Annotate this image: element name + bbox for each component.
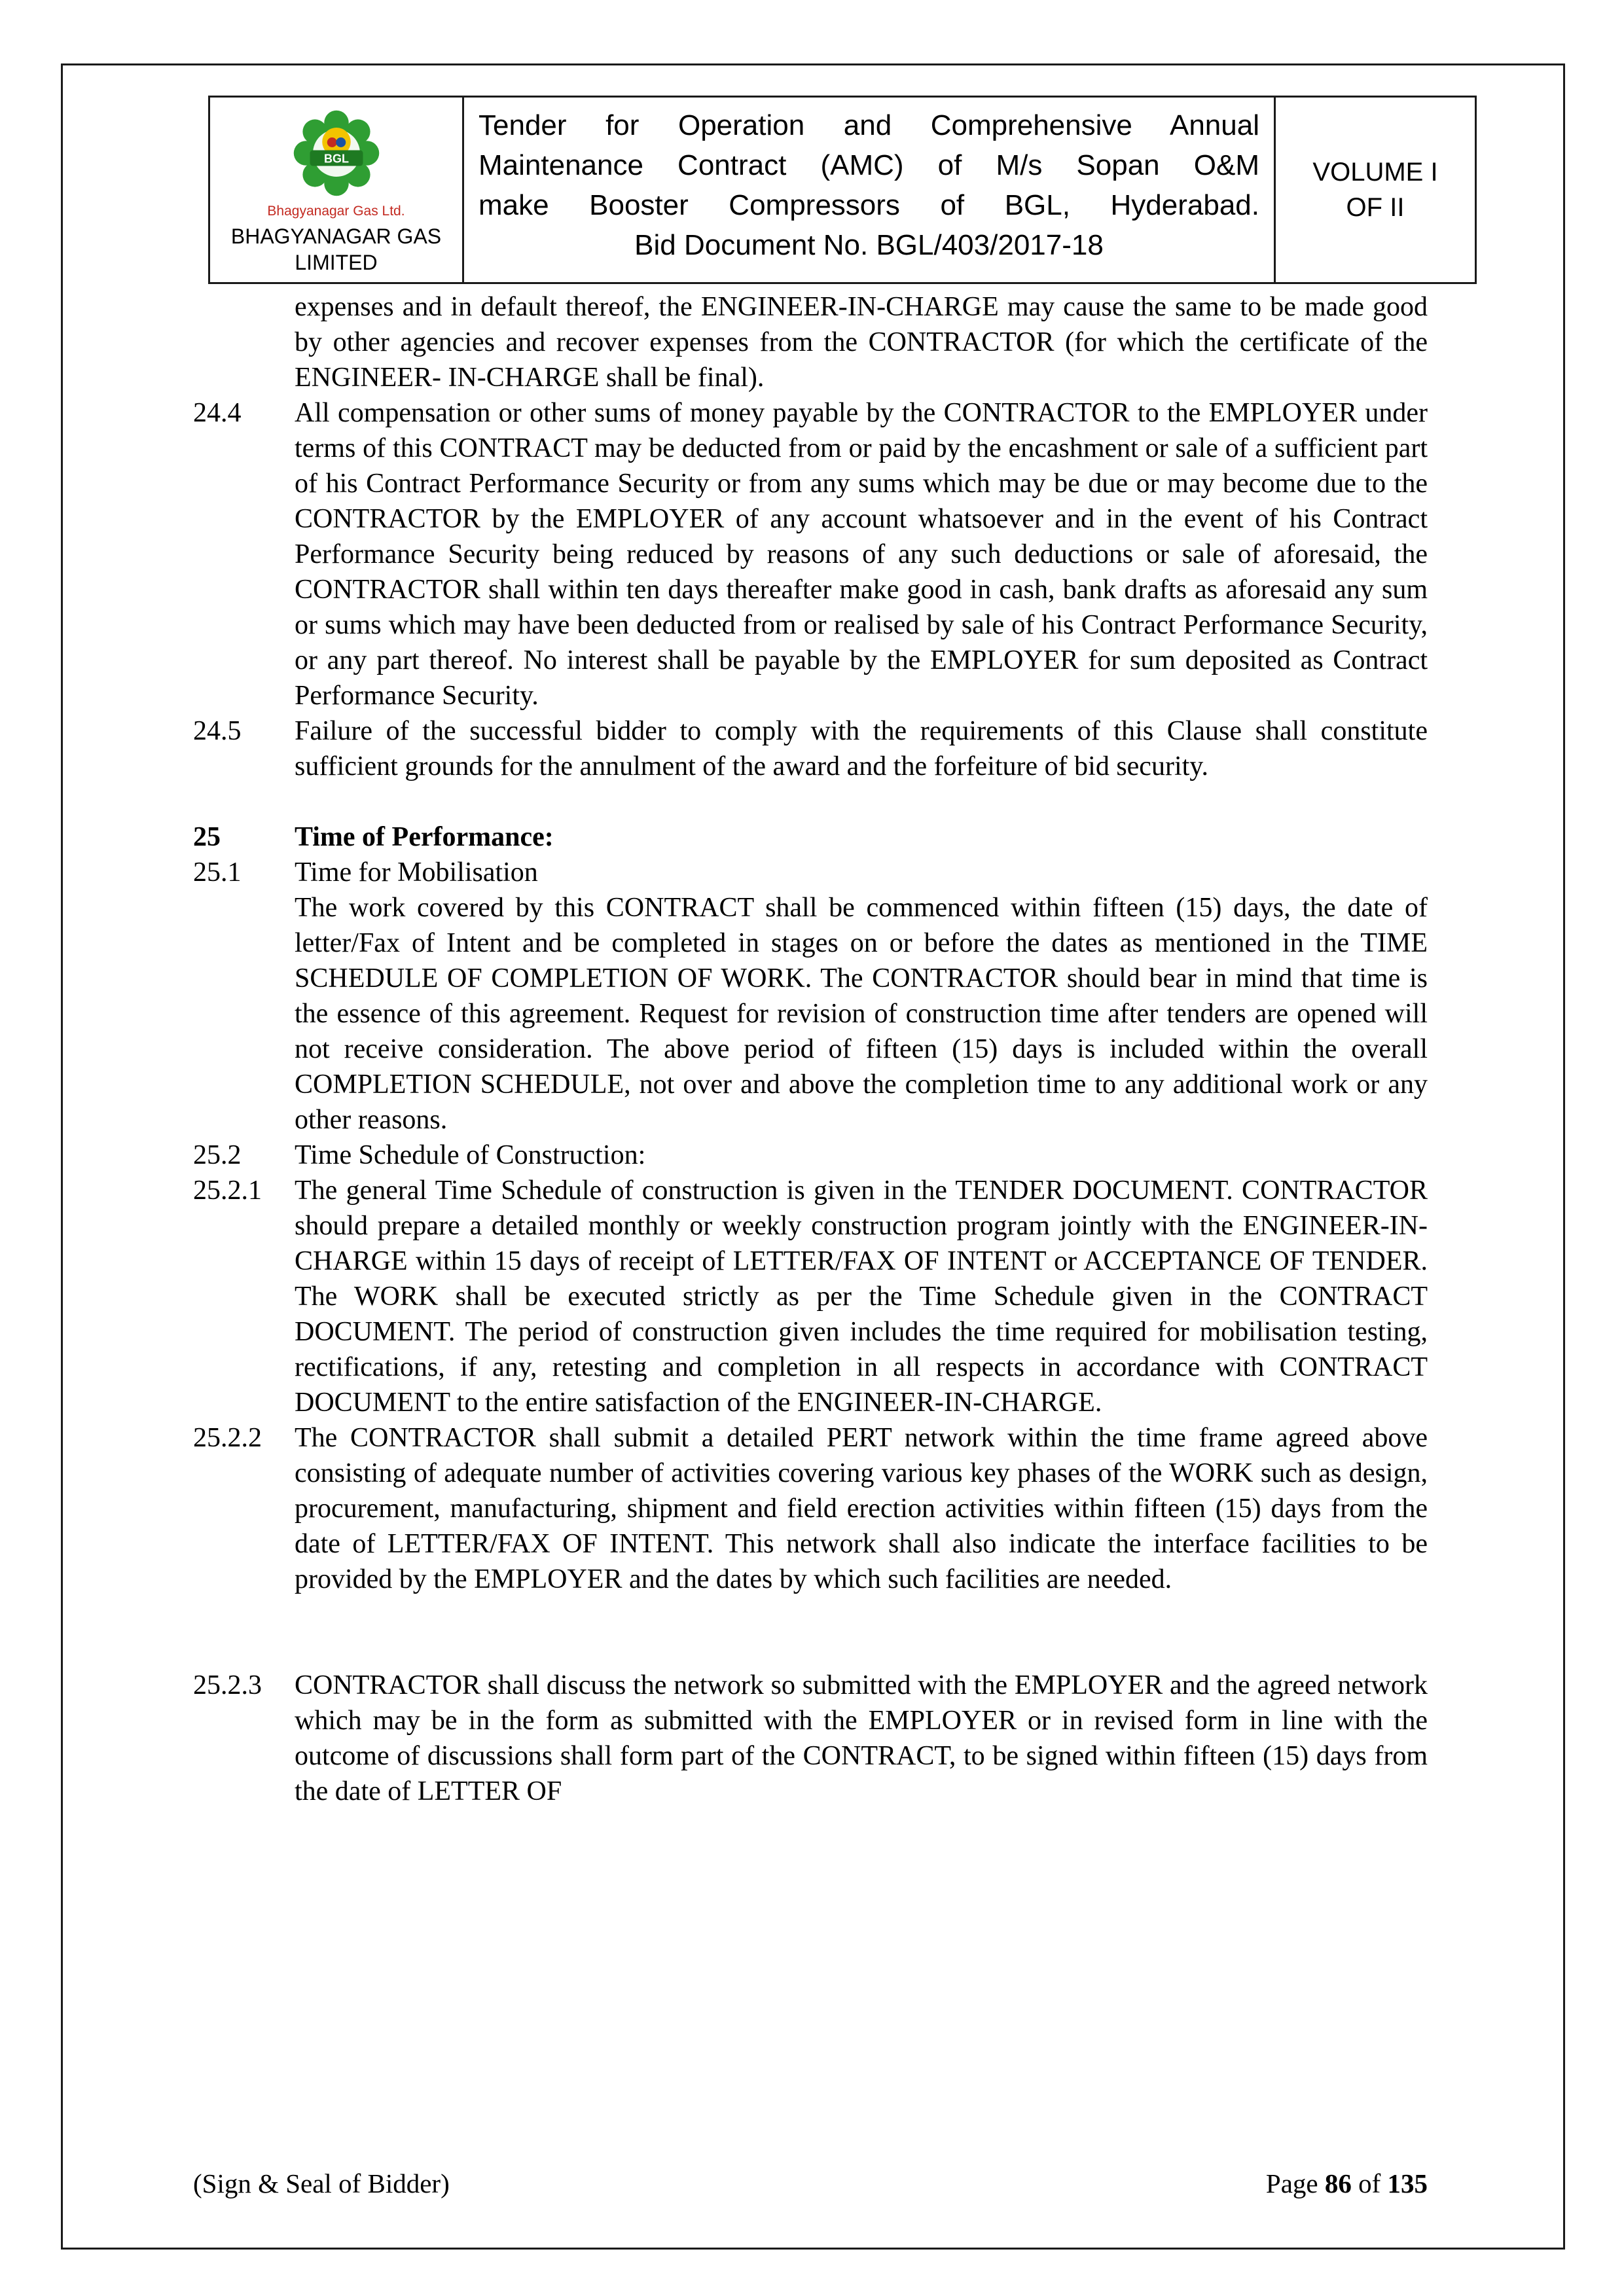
clause-24.5 (193, 713, 1428, 784)
page-word: Page (1265, 2168, 1318, 2198)
clause-number: 25.2.3 (193, 1670, 262, 1700)
clause-text: expenses and in default thereof, the ENGINEER-IN-CHARGE may cause the same to be made good by other agencies and recover expenses from the CONTRACTOR (for which the certificate of the ENGINEER- IN-CHARGE shall be final). (295, 292, 1428, 393)
page-number: 86 (1324, 2168, 1352, 2198)
volume-cell (1276, 98, 1475, 282)
clause-25.2 (193, 1138, 1428, 1173)
volume-line: VOLUME I (1312, 158, 1438, 187)
logo-cell (210, 98, 464, 282)
clause-25.2.2 (193, 1420, 1428, 1597)
total-pages: 135 (1387, 2168, 1428, 2198)
of-word: of (1358, 2168, 1381, 2198)
clause-number: 24.5 (193, 716, 242, 746)
tender-title-line: Tender for Operation and Comprehensive Annual (478, 109, 1259, 141)
clause-number: 25.2.1 (193, 1175, 262, 1206)
clause-number: 25 (193, 822, 221, 852)
tender-title-cell (464, 98, 1276, 282)
clause-text: Time of Performance: (295, 822, 554, 852)
clause-number: 25.2.2 (193, 1423, 262, 1453)
clause-number: 25.2 (193, 1140, 242, 1170)
bid-document-number: Bid Document No. BGL/403/2017-18 (634, 229, 1104, 261)
clause-25.1 (193, 855, 1428, 890)
logo-tagline: Bhagyanagar Gas Ltd. (267, 204, 405, 219)
company-name: BHAGYANAGAR GAS LIMITED (230, 224, 442, 274)
clause-number: 25.1 (193, 857, 242, 888)
clause-25.2.1 (193, 1173, 1428, 1420)
clause-text: The general Time Schedule of construction is given in the TENDER DOCUMENT. CONTRACTOR should prepare a detailed monthly or weekly construction program jointly with the ENGINEER-IN-CHARGE within 15 days of receipt of LETTER/FAX OF INTENT or ACCEPTANCE OF TENDER. The WORK shall be executed strictly as per the Time Schedule given in the CONTRACT DOCUMENT. The period of construction given includes the time required for mobilisation testing, rectifications, if any, retesting and completion in all respects in accordance with CONTRACT DOCUMENT to the entire satisfaction of the ENGINEER-IN-CHARGE. (295, 1175, 1428, 1418)
page-footer (193, 2168, 1428, 2199)
clause-list (193, 289, 1428, 1809)
logo-red-drop (327, 137, 336, 147)
clause-text: CONTRACTOR shall discuss the network so submitted with the EMPLOYER and the agreed network which may be in the form as submitted with the EMPLOYER or in revised form in line with the outcome of discussions shall form part of the CONTRACT, to be signed within fifteen (15) days from the date of LETTER OF (295, 1670, 1428, 1806)
clause-paragraph (193, 890, 1428, 1138)
clause-text: Failure of the successful bidder to comply with the requirements of this Clause shall constitute sufficient grounds for the annulment of the award and the forfeiture of bid security. (295, 716, 1428, 781)
clause-text: All compensation or other sums of money payable by the CONTRACTOR to the EMPLOYER under terms of this CONTRACT may be deducted from or paid by the encashment or sale of a sufficient part of his Contract Performance Security or from any sums which may be due or may become due to the CONTRACTOR by the EMPLOYER of any account whatsoever and in the event of his Contract Performance Security being reduced by reasons of any such deductions or sale of aforesaid, the CONTRACTOR shall within ten days thereafter make good in cash, bank drafts as aforesaid any sum or sums which may have been deducted from or realised by sale of his Contract Performance Security, or any part thereof. No interest shall be payable by the EMPLOYER for sum deposited as Contract Performance Security. (295, 398, 1428, 711)
tender-title-line: Maintenance Contract (AMC) of M/s Sopan O&M (478, 149, 1259, 181)
clause-25 (193, 819, 1428, 855)
clause-text: The work covered by this CONTRACT shall be commenced within fifteen (15) days, the date of letter/Fax of Intent and be completed in stages on or before the dates as mentioned in the TIME SCHEDULE OF COMPLETION OF WORK. The CONTRACTOR should bear in mind that time is the essence of this agreement. Request for revision of construction time after tenders are opened will not receive consideration. The above period of fifteen (15) days is included within the overall COMPLETION SCHEDULE, not over and above the completion time to any additional work or any other reasons. (295, 893, 1428, 1135)
page-indicator (1266, 2168, 1428, 2199)
bgl-logo-icon (287, 104, 386, 202)
clause-text: Time for Mobilisation (295, 857, 538, 888)
volume-line: OF II (1346, 193, 1405, 222)
clause-24.4 (193, 395, 1428, 713)
document-header (208, 96, 1477, 284)
clause-paragraph (193, 289, 1428, 395)
logo-blue-drop (336, 137, 346, 147)
clause-text: The CONTRACTOR shall submit a detailed PERT network within the time frame agreed above consisting of adequate number of activities covering various key phases of the WORK such as design, procurement, manufacturing, shipment and field erection activities within fifteen (15) days from the date of LETTER/FAX OF INTENT. This network shall also indicate the interface facilities to be provided by the EMPLOYER and the dates by which such facilities are needed. (295, 1423, 1428, 1594)
logo-abbr-text: BGL (323, 152, 349, 166)
tender-title-line: make Booster Compressors of BGL, Hyderabad. (478, 189, 1259, 221)
clause-number: 24.4 (193, 398, 242, 428)
sign-seal-text: (Sign & Seal of Bidder) (193, 2168, 450, 2198)
clause-25.2.3 (193, 1668, 1428, 1809)
clause-text: Time Schedule of Construction: (295, 1140, 646, 1170)
